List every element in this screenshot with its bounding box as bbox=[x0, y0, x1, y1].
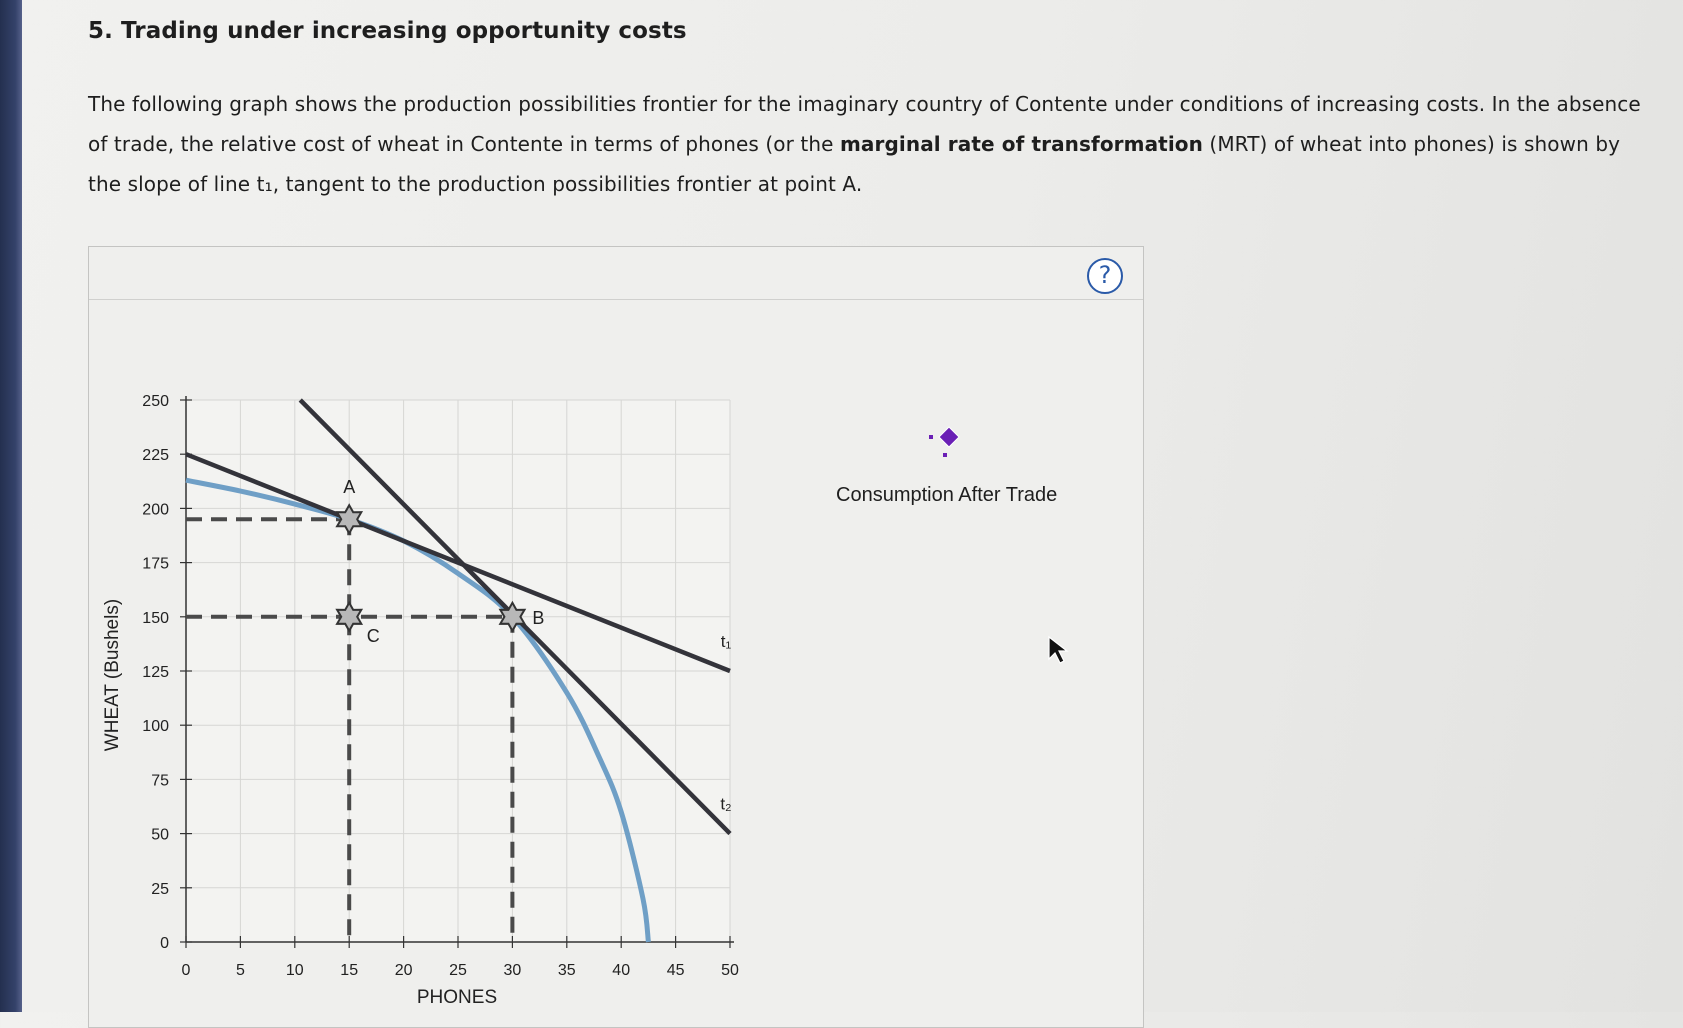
y-tick-label: 225 bbox=[142, 447, 169, 465]
y-tick-label: 250 bbox=[142, 393, 169, 410]
tangent-line-label-1: t₁ bbox=[720, 632, 732, 651]
y-tick-label: 200 bbox=[142, 501, 169, 519]
x-tick-label: 35 bbox=[557, 962, 576, 979]
point-label-A: A bbox=[343, 477, 356, 498]
y-tick-label: 75 bbox=[151, 772, 169, 790]
y-tick-label: 25 bbox=[151, 880, 169, 898]
x-tick-label: 5 bbox=[235, 962, 245, 979]
x-tick-label: 0 bbox=[181, 962, 191, 979]
intro-bold-term: marginal rate of transformation bbox=[839, 132, 1203, 156]
y-tick-label: 125 bbox=[142, 664, 169, 681]
x-tick-label: 40 bbox=[612, 962, 631, 979]
tangent-line-label-2: t₂ bbox=[720, 794, 732, 814]
x-tick-label: 15 bbox=[340, 962, 359, 979]
y-tick-label: 50 bbox=[151, 826, 169, 844]
y-tick-label: 150 bbox=[142, 609, 169, 627]
diamond-point-icon[interactable] bbox=[925, 422, 965, 462]
x-tick-label: 50 bbox=[721, 962, 739, 979]
point-label-C: C bbox=[366, 625, 380, 646]
x-tick-label: 30 bbox=[503, 962, 522, 979]
x-tick-label: 20 bbox=[394, 962, 413, 979]
intro-text-part1: The following graph shows the production possibilities frontier for the imaginary country of Contente under conditions of increasing costs. In the absence of trade, the relative cost of wheat in Contente in terms of phones (or the bbox=[88, 92, 1641, 156]
y-axis-label: WHEAT (Bushels) bbox=[102, 598, 123, 752]
x-tick-label: 10 bbox=[285, 962, 304, 979]
intro-text-part2: (MRT) of wheat into phones) is shown by the slope of line t₁, tangent to the production possibilities frontier at point A. bbox=[88, 132, 1621, 196]
y-tick-label: 0 bbox=[160, 935, 169, 952]
consumption-after-trade-label[interactable]: Consumption After Trade bbox=[836, 484, 1058, 506]
help-button[interactable]: ? bbox=[1087, 258, 1123, 294]
y-tick-label: 100 bbox=[142, 718, 169, 736]
point-label-B: B bbox=[532, 607, 545, 628]
question-title: 5. Trading under increasing opportunity costs bbox=[88, 18, 687, 44]
x-tick-label: 45 bbox=[666, 962, 685, 979]
x-tick-label: 25 bbox=[449, 962, 467, 979]
y-tick-label: 175 bbox=[142, 555, 169, 573]
x-axis-label: PHONES bbox=[416, 987, 498, 1008]
chart-grid bbox=[186, 400, 730, 942]
mouse-cursor-icon bbox=[1047, 635, 1073, 665]
